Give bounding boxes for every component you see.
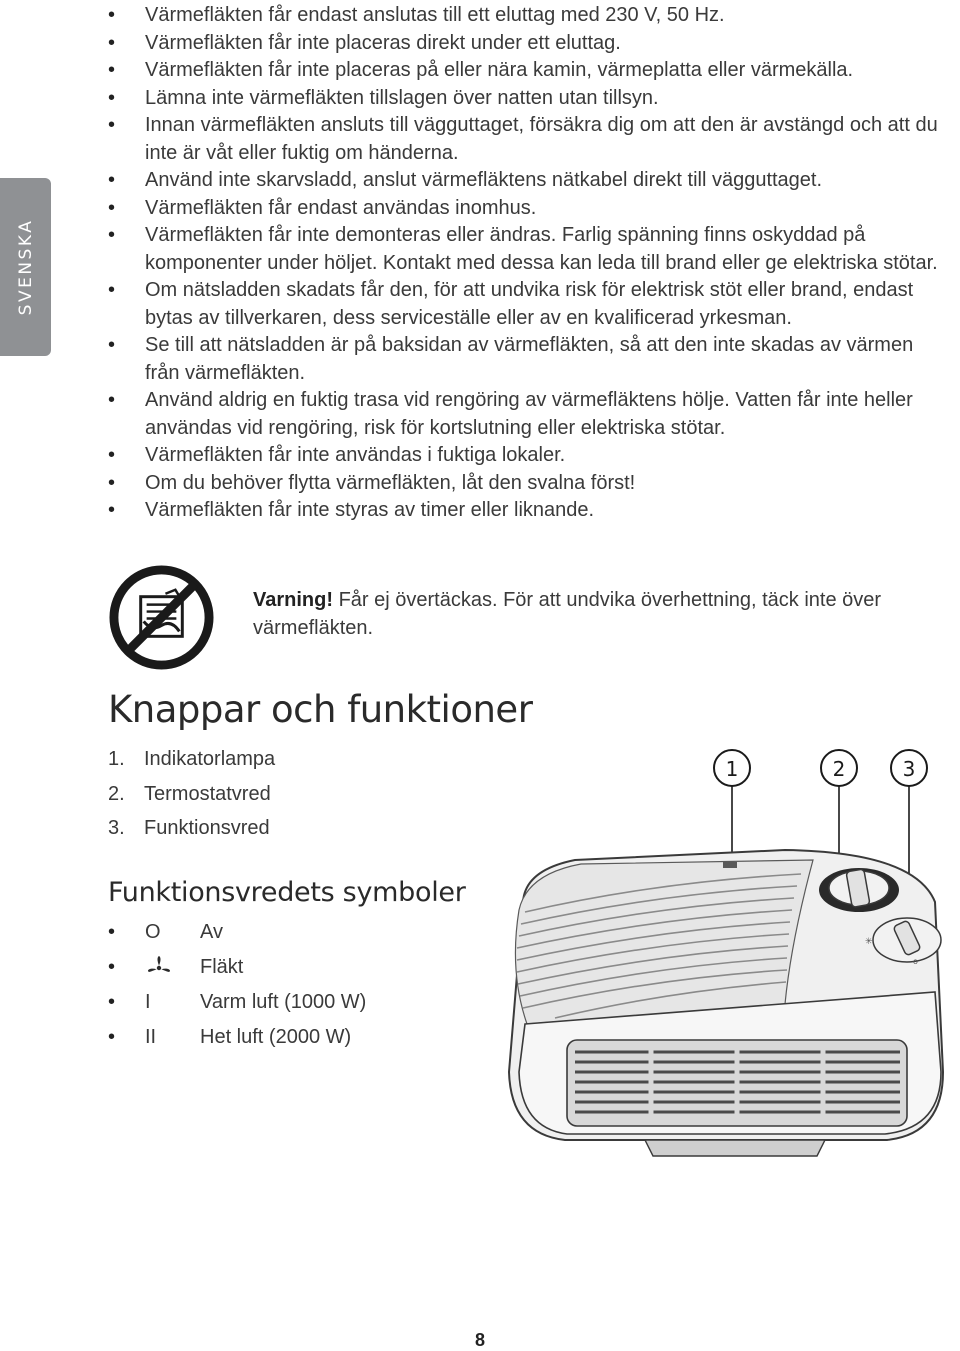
symbol-label: Av: [200, 921, 223, 943]
svg-text:3: 3: [902, 757, 916, 781]
do-not-cover-icon: [108, 564, 215, 671]
list-item: [108, 742, 275, 777]
safety-item: • Se till att nätsladden är på baksidan av värmefläkten, så att den inte skadas av värmen från värmefläkten.: [108, 332, 938, 387]
safety-item: • Värmefläkten får inte placeras direkt under ett eluttag.: [108, 30, 938, 58]
callout-1: [714, 750, 750, 862]
bullet: •: [108, 921, 116, 943]
symbol-label: Varm luft (1000 W): [200, 991, 367, 1013]
list-item: [108, 777, 275, 812]
symbol-low: I: [145, 991, 151, 1013]
safety-item: • Innan värmefläkten ansluts till vägguttaget, försäkra dig om att den är avstängd och att du inte är våt eller fuktig om händerna.: [108, 112, 938, 167]
svg-text:1: 1: [725, 757, 739, 781]
symbol-off: O: [145, 921, 161, 943]
safety-item: • Om du behöver flytta värmefläkten, låt den svalna först!: [108, 470, 938, 498]
item-label: Funktionsvred: [144, 817, 270, 839]
safety-item: • Lämna inte värmefläkten tillslagen över natten utan tillsyn.: [108, 85, 938, 113]
safety-item: • Värmefläkten får inte demonteras eller ändras. Farlig spänning finns oskyddad på komponenter under höljet. Kontakt med dessa kan leda till brand eller ge elektriska stötar.: [108, 222, 938, 277]
heater-illustration: [495, 742, 955, 1172]
symbol-label: Fläkt: [200, 956, 244, 978]
indicator-lamp: [723, 862, 737, 868]
safety-item: • Värmefläkten får inte styras av timer eller liknande.: [108, 497, 938, 525]
safety-item: • Använd aldrig en fuktig trasa vid rengöring av värmefläktens hölje. Vatten får inte heller användas vid rengöring, risk för kortslutning eller elektriska stötar.: [108, 387, 938, 442]
safety-item: • Värmefläkten får endast användas inomhus.: [108, 195, 938, 223]
safety-list: [108, 2, 938, 525]
item-number: 1.: [108, 748, 125, 770]
item-number: 2.: [108, 782, 125, 805]
safety-item: • Värmefläkten får inte placeras på eller nära kamin, värmeplatta eller värmekälla.: [108, 57, 938, 85]
bullet: •: [108, 1026, 116, 1048]
page-number: 8: [474, 1330, 485, 1350]
safety-item: • Om nätsladden skadats får den, för att undvika risk för elektrisk stöt eller brand, endast bytas av tillverkaren, dess serviceställe eller av en kvalificerad yrkesman.: [108, 277, 938, 332]
warning-note: [253, 586, 953, 642]
section-title-buttons: Knappar och funktioner: [108, 688, 533, 731]
item-label: Termostatvred: [144, 782, 271, 805]
warning-label: Varning!: [253, 589, 334, 611]
svg-text:✳: ✳: [865, 937, 873, 947]
safety-item: • Använd inte skarvsladd, anslut värmefläktens nätkabel direkt till vägguttaget.: [108, 167, 938, 195]
bullet: •: [108, 991, 116, 1013]
buttons-list: [108, 742, 275, 846]
symbol-label: Het luft (2000 W): [200, 1026, 352, 1048]
item-number: 3.: [108, 817, 125, 839]
symbol-high: II: [145, 1026, 157, 1048]
bullet: •: [108, 956, 116, 978]
safety-item: • Värmefläkten får inte användas i fuktiga lokaler.: [108, 442, 938, 470]
svg-text:2: 2: [832, 757, 846, 781]
list-item: [108, 811, 275, 846]
warning-text: Får ej övertäckas. För att undvika överhettning, täck inte över värmefläkten.: [253, 589, 882, 639]
item-label: Indikatorlampa: [144, 748, 276, 770]
section-title-symbols: Funktionsvredets symboler: [108, 877, 466, 908]
language-tab-label: SVENSKA: [15, 218, 36, 316]
safety-item: • Värmefläkten får endast anslutas till ett eluttag med 230 V, 50 Hz.: [108, 2, 938, 30]
thermostat-knob: [819, 868, 899, 912]
language-tab: [0, 178, 51, 356]
svg-text:o: o: [913, 957, 918, 966]
